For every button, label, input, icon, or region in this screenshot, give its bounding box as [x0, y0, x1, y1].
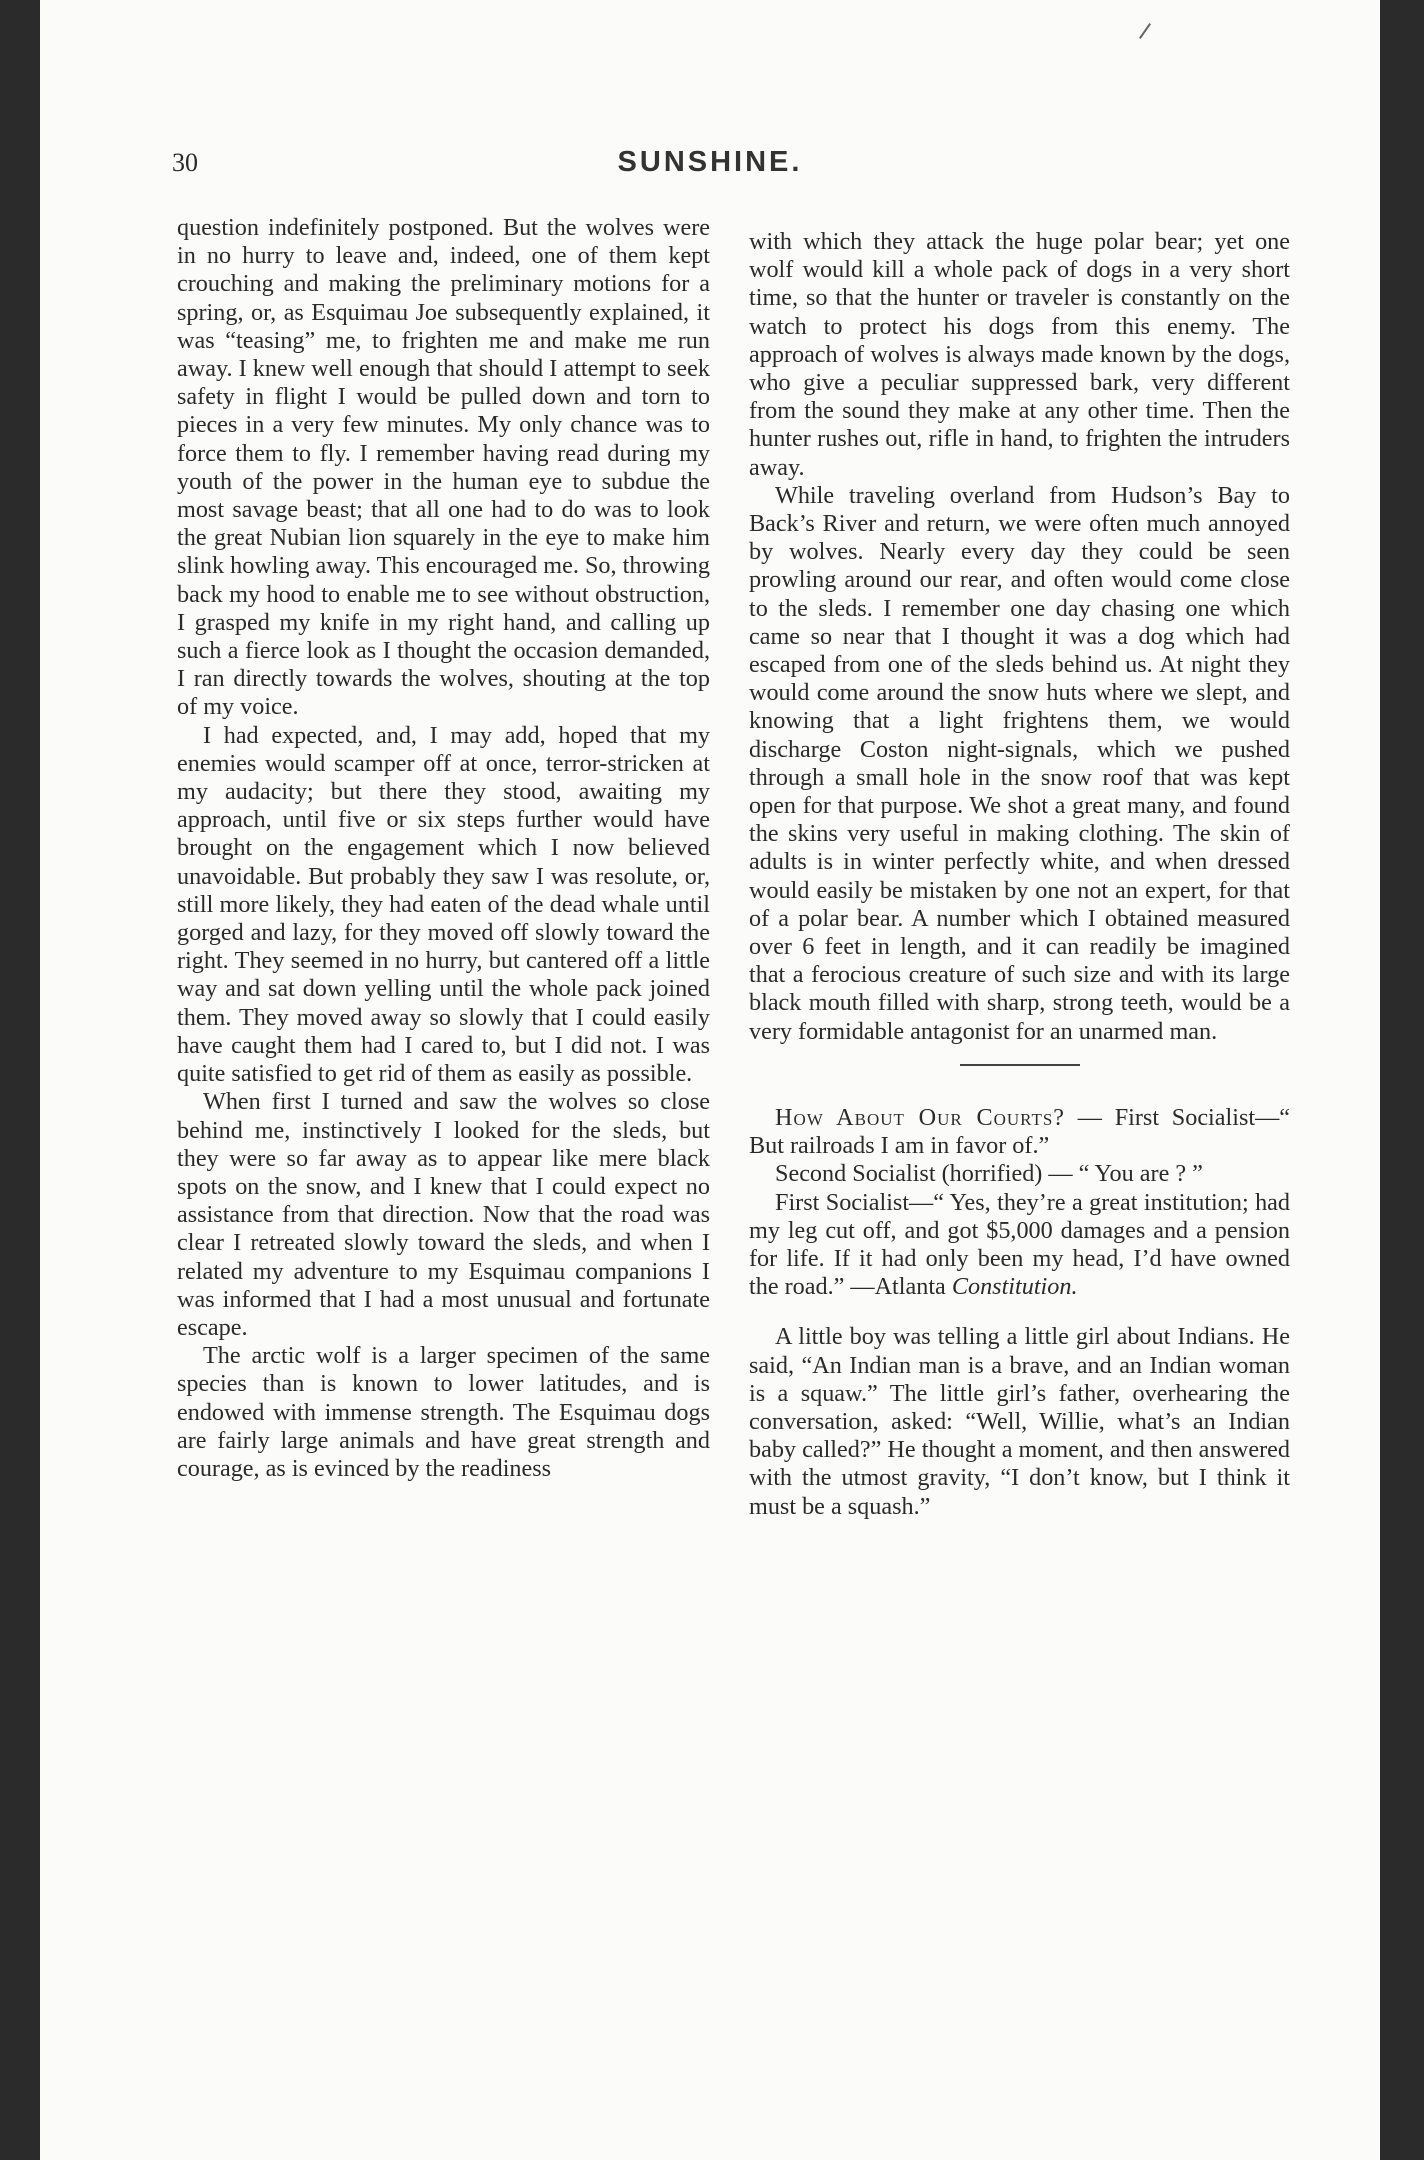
joke-1-heading: How About Our Courts?	[775, 1103, 1066, 1131]
left-paragraph-1: question indefinitely postponed. But the wolves were in no hurry to leave and, indeed, one of them kept crouching and making the preliminary motions for a spring, or, as Esquimau Joe subsequently explained, it was “teasing” me, to frighten me and make me run away. I knew well enough that should I attempt to seek safety in flight I would be pulled down and torn to pieces in a very few minutes. My only chance was to force them to fly. I remember having read during my youth of the power in the human eye to subdue the most savage beast; that all one had to do was to look the great Nubian lion squarely in the eye to make him slink howling away. This encouraged me. So, throwing back my hood to enable me to see without obstruction, I grasped my knife in my right hand, and calling up such a fierce look as I thought the occasion demanded, I ran directly towards the wolves, shouting at the top of my voice.	[177, 214, 710, 721]
joke-1-line-1	[749, 1104, 1290, 1160]
right-column	[749, 228, 1290, 1521]
joke-1-text-3: First Socialist—“ Yes, they’re a great institution; had my leg cut off, and got $5,000 damages and a pension for life. If it had only been my head, I’d have owned the road.” —Atlanta	[749, 1188, 1290, 1301]
joke-1-source: Constitution.	[951, 1273, 1078, 1301]
left-paragraph-3: When first I turned and saw the wolves so close behind me, instinctively I looked for the sleds, but they were so far away as to appear like mere black spots on the snow, and I knew that I could expect no assistance from that direction. Now that the road was clear I retreated slowly toward the sleds, and when I related my adventure to my Esquimau companions I was informed that I had a most unusual and fortunate escape.	[177, 1088, 710, 1341]
joke-1-line-3	[749, 1189, 1290, 1302]
joke-2-paragraph: A little boy was telling a little girl about Indians. He said, “An Indian man is a brave, and an Indian woman is a squaw.” The little girl’s father, overhearing the conversation, asked: “Well, Willie, what’s an Indian baby called?” He thought a moment, and then answered with the utmost gravity, “I don’t know, but I think it must be a squash.”	[749, 1323, 1290, 1520]
running-head-title: SUNSHINE.	[617, 146, 803, 178]
right-paragraph-2: While traveling overland from Hudson’s Bay to Back’s River and return, we were often much annoyed by wolves. Nearly every day they could be seen prowling around our rear, and often would come close to the sleds. I remember one day chasing one which came so near that I thought it was a dog which had escaped from one of the sleds behind us. At night they would come around the snow huts where we slept, and knowing that a light frightens them, we would discharge Coston night-signals, which we pushed through a small hole in the snow roof that was kept open for that purpose. We shot a great many, and found the skins very useful in making clothing. The skin of adults is in winter perfectly white, and when dressed would easily be mistaken by one not an expert, for that of a polar bear. A number which I obtained measured over 6 feet in length, and it can readily be imagined that a ferocious creature of such size and with its large black mouth filled with sharp, strong teeth, would be a very formidable antagonist for an unarmed man.	[749, 481, 1290, 1045]
left-paragraph-4: The arctic wolf is a larger specimen of the same species than is known to lower latitudes, and is endowed with immense strength. The Esquimau dogs are fairly large animals and have great strength and courage, as is evinced by the readiness	[177, 1342, 710, 1482]
joke-1-line-2: Second Socialist (horrified) — “ You are ? ”	[775, 1160, 1203, 1188]
left-paragraph-2: I had expected, and, I may add, hoped that my enemies would scamper off at once, terror-stricken at my audacity; but there they stood, awaiting my approach, until five or six steps further would have brought on the engagement which I now believed unavoidable. But probably they saw I was resolute, or, still more likely, they had eaten of the dead whale until gorged and lazy, for they moved off slowly toward the right. They seemed in no hurry, but cantered off a little way and sat down yelling until the whole pack joined them. They moved away so slowly that I could easily have caught them had I cared to, but I did not. I was quite satisfied to get rid of them as easily as possible.	[177, 721, 710, 1088]
page	[40, 0, 1380, 2160]
spacer	[749, 1301, 1290, 1323]
pencil-mark	[1139, 23, 1151, 39]
right-paragraph-1: with which they attack the huge polar bear; yet one wolf would kill a whole pack of dogs in a very short time, so that the hunter or traveler is constantly on the watch to protect his dogs from this enemy. The approach of wolves is always made known by the dogs, who give a peculiar suppressed bark, very different from the sound they make at any other time. Then the hunter rushes out, rifle in hand, to frighten the intruders away.	[749, 228, 1290, 481]
joke-1-text-1: — First Socialist—“ But railroads I am in favor of.”	[749, 1103, 1291, 1160]
page-number: 30	[172, 148, 198, 177]
section-divider	[960, 1064, 1080, 1066]
left-column	[177, 214, 710, 1483]
